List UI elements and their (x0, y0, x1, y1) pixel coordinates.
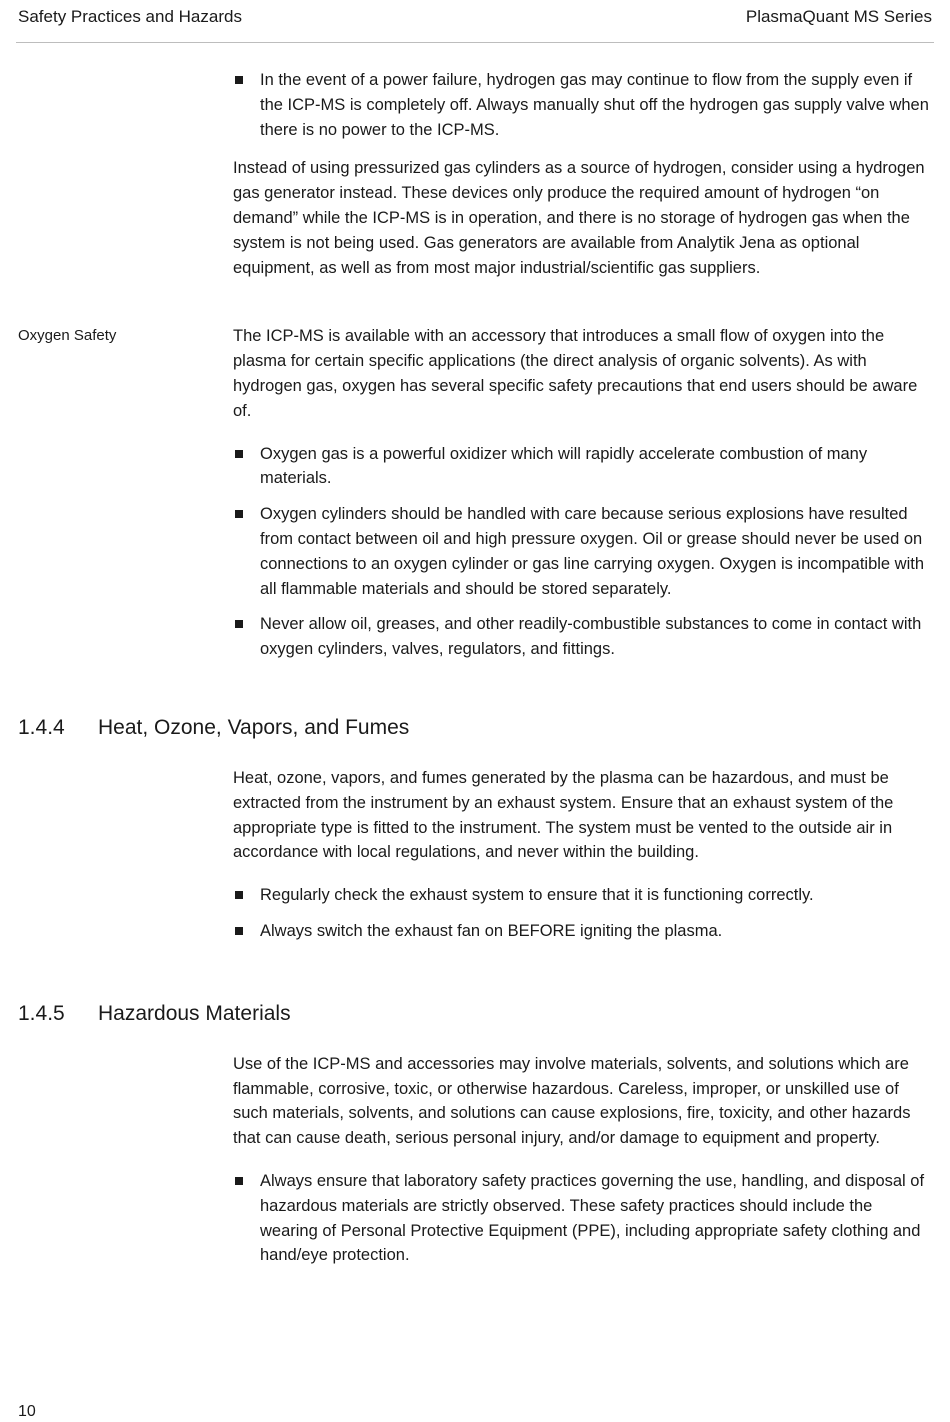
bullet-square-icon (235, 891, 243, 899)
bullet-text: Oxygen gas is a powerful oxidizer which will rapidly accelerate combustion of many materials. (260, 444, 868, 488)
page-content (0, 68, 950, 1279)
section-1-4-4-body (233, 766, 933, 865)
bullet-text: Always switch the exhaust fan on BEFORE igniting the plasma. (260, 921, 723, 940)
page-number: 10 (18, 1403, 36, 1420)
section-heading-1-4-4 (18, 714, 950, 742)
list-item (233, 68, 933, 142)
bullet-text: Never allow oil, greases, and other readily-combustible substances to come in contact with oxygen cylinders, valves, regulators, and fittings. (260, 615, 922, 659)
oxygen-safety-section (0, 324, 950, 662)
section-number: 1.4.4 (18, 715, 65, 739)
section-title: Hazardous Materials (98, 1001, 291, 1025)
oxygen-safety-label: Oxygen Safety (18, 327, 117, 345)
section-1-4-5-body (233, 1052, 933, 1151)
hazardous-materials-bullet-list (233, 1169, 933, 1268)
bullet-square-icon (235, 1177, 243, 1185)
bullet-text: In the event of a power failure, hydrogen gas may continue to flow from the supply even if the ICP-MS is completely off. Always manually shut off the hydrogen gas supply valve when there is no power to the ICP-MS. (260, 71, 929, 139)
list-item (233, 883, 933, 908)
list-item (233, 1169, 933, 1268)
bullet-square-icon (235, 450, 243, 458)
page-header (16, 0, 934, 43)
hydrogen-bullet-list (233, 68, 933, 142)
oxygen-bullet-list (233, 442, 933, 662)
bullet-square-icon (235, 620, 243, 628)
list-item (233, 442, 933, 492)
list-item (233, 919, 933, 944)
bullet-text: Oxygen cylinders should be handled with care because serious explosions have resulted from contact between oil and high pressure oxygen. Oil or grease should never be used on connections to an oxygen cylinder or gas line carrying oxygen. Oxygen is incompatible with all flammable materials and should be stored separately. (260, 505, 925, 598)
bullet-text: Regularly check the exhaust system to ensure that it is functioning correctly. (260, 886, 814, 905)
bullet-square-icon (235, 76, 243, 84)
list-item (233, 502, 933, 601)
bullet-text: Always ensure that laboratory safety practices governing the use, handling, and disposal of hazardous materials are strictly observed. These safety practices should include the wearing of Personal Protective Equipment (PPE), including appropriate safety clothing and hand/eye protection. (260, 1171, 925, 1265)
list-item (233, 612, 933, 662)
bullet-square-icon (235, 927, 243, 935)
section-heading-1-4-5 (18, 1000, 950, 1028)
hazardous-materials-paragraph: Use of the ICP-MS and accessories may involve materials, solvents, and solutions which are flammable, corrosive, toxic, or otherwise hazardous. Careless, improper, or unskilled use of such materials, solvents, and solutions can cause explosions, fire, toxicity, and other hazards that can cause death, serious personal injury, and/or damage to equipment and property. (233, 1054, 911, 1148)
exhaust-bullet-list (233, 883, 933, 944)
oxygen-safety-body (233, 324, 933, 423)
header-chapter-title: Safety Practices and Hazards (18, 7, 242, 26)
bullet-square-icon (235, 510, 243, 518)
section-number: 1.4.5 (18, 1001, 65, 1025)
section-title: Heat, Ozone, Vapors, and Fumes (98, 715, 410, 739)
hydrogen-generator-paragraph: Instead of using pressurized gas cylinders as a source of hydrogen, consider using a hydrogen gas generator instead. These devices only produce the required amount of hydrogen “on demand” while the ICP-MS is in operation, and there is no storage of hydrogen gas when the system is not being used. Gas generators are available from Analytik Jena as optional equipment, as well as from most major industrial/scientific gas suppliers. (233, 159, 925, 277)
oxygen-intro-paragraph: The ICP-MS is available with an accessory that introduces a small flow of oxygen into the plasma for certain specific applications (the direct analysis of organic solvents). As with hydrogen gas, oxygen has several specific safety precautions that end users should be aware of. (233, 327, 918, 420)
hydrogen-generator-section (233, 156, 933, 280)
exhaust-paragraph: Heat, ozone, vapors, and fumes generated by the plasma can be hazardous, and must be extracted from the instrument by an exhaust system. Ensure that an exhaust system of the appropriate type is fitted to the instrument. The system must be vented to the outside air in accordance with local regulations, and never within the building. (233, 768, 894, 862)
header-product-name: PlasmaQuant MS Series (745, 7, 932, 26)
